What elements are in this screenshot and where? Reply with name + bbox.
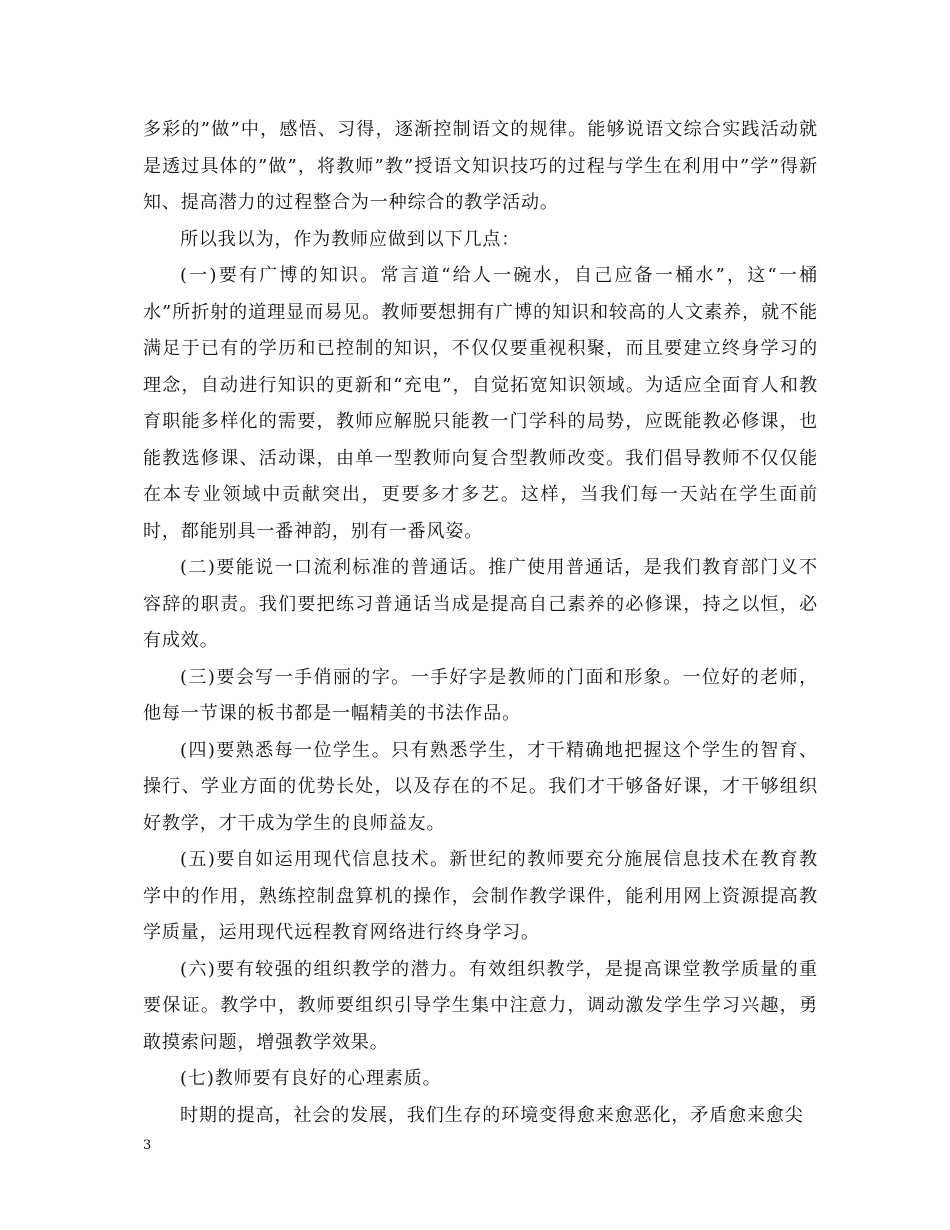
page-number: 3 — [143, 1138, 152, 1153]
paragraph: (五)要自如运用现代信息技术。新世纪的教师要充分施展信息技术在教育教学中的作用，熟练控制盘算机的操作，会制作教学课件，能利用网上资源提高教学质量，运用现代远程教育网络进行终身学习。 — [143, 849, 818, 943]
body-text — [143, 112, 818, 1134]
paragraph: (七)教师要有良好的心理素质。 — [180, 1068, 442, 1089]
paragraph: (二)要能说一口流利标准的普通话。推广使用普通话，是我们教育部门义不容辞的职责。我们要把练习普通话当成是提高自己素养的必修课，持之以恒，必有成效。 — [143, 557, 818, 651]
paragraph: 多彩的”做”中，感悟、习得，逐渐控制语文的规律。能够说语文综合实践活动就是透过具体的”做”，将教师”教”授语文知识技巧的过程与学生在利用中”学”得新知、提高潜力的过程整合为一种综合的教学活动。 — [143, 119, 818, 213]
paragraph: (四)要熟悉每一位学生。只有熟悉学生，才干精确地把握这个学生的智育、操行、学业方面的优势长处，以及存在的不足。我们才干够备好课，才干够组织好教学，才干成为学生的良师益友。 — [143, 739, 818, 834]
paragraph: (一)要有广博的知识。常言道“给人一碗水，自己应备一桶水”，这“一桶水”所折射的道理显而易见。教师要想拥有广博的知识和较高的人文素养，就不能满足于已有的学历和已控制的知识，不仅仅要重视积聚，而且要建立终身学习的理念，自动进行知识的更新和“充电”，自觉拓宽知识领域。为适应全面育人和教育职能多样化的需要，教师应解脱只能教一门学科的局势，应既能教必修课，也能教选修课、活动课，由单一型教师向复合型教师改变。我们倡导教师不仅仅能在本专业领域中贡献突出，更要多才多艺。这样，当我们每一天站在学生面前时，都能别具一番神韵，别有一番风姿。 — [143, 265, 818, 542]
paragraph: (六)要有较强的组织教学的潜力。有效组织教学，是提高课堂教学质量的重要保证。教学中，教师要组织引导学生集中注意力，调动激发学生学习兴趣，勇敢摸索问题，增强教学效果。 — [143, 958, 818, 1053]
paragraph: 所以我以为，作为教师应做到以下几点： — [180, 228, 521, 250]
paragraph: (三)要会写一手俏丽的字。一手好字是教师的门面和形象。一位好的老师，他每一节课的板书都是一幅精美的书法作品。 — [143, 666, 818, 724]
paragraph: 时期的提高，社会的发展，我们生存的环境变得愈来愈恶化，矛盾愈来愈尖 — [180, 1104, 804, 1126]
